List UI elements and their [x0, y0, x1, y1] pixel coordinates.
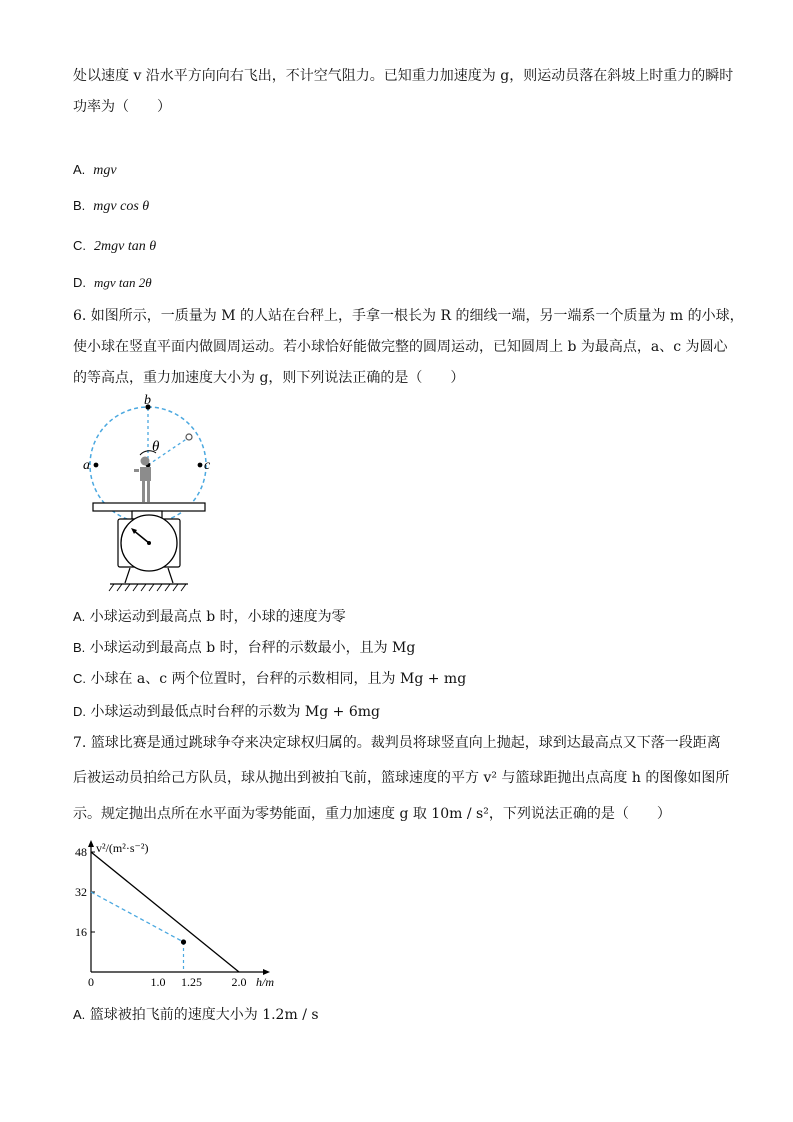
q6-option-d[interactable]: D. 小球运动到最低点时台秤的示数为 Mg + 6mg [73, 704, 380, 720]
q5-option-d[interactable]: D. mgv tan 2θ [73, 275, 152, 290]
y-tick-label-0: 16 [75, 925, 87, 939]
y-axis-label: v²/(m²·s⁻²) [96, 841, 149, 855]
x-tick-label-2: 1.25 [181, 975, 202, 989]
scale-circle-figure [70, 393, 230, 598]
point-c [198, 463, 203, 468]
q5-stem-line1: 处以速度 v 沿水平方向向右飞出，不计空气阻力。已知重力加速度为 g，则运动员落在斜坡上时重力的瞬时 [73, 68, 734, 84]
q5-option-a[interactable]: A. mgv [73, 162, 117, 178]
label-a: a [83, 458, 90, 473]
label-c: c [204, 458, 211, 473]
q7-stem-line1: 7. 篮球比赛是通过跳球争夺来决定球权归属的。裁判员将球竖直向上抛起，球到达最高点又下落一段距离 [73, 735, 721, 751]
q5-option-b[interactable]: B. mgv cos θ [73, 198, 150, 214]
q6-option-c[interactable]: C. 小球在 a、c 两个位置时，台秤的示数相同，且为 Mg + mg [73, 671, 467, 687]
y-tick-label-1: 32 [75, 885, 87, 899]
scale-dial-icon [118, 515, 180, 571]
q6-stem-line1: 6. 如图所示，一质量为 M 的人站在台秤上，手拿一根长为 R 的细线一端，另一端系一个质量为 m 的小球， [73, 308, 744, 324]
person-icon [134, 457, 151, 503]
x-axis-label: h/m [256, 975, 274, 989]
x-tick-label-1: 1.0 [150, 975, 166, 989]
q5-stem-line2: 功率为（ ） [73, 99, 171, 115]
q7-stem-line3: 示。规定抛出点所在水平面为零势能面，重力加速度 g 取 10m / s²，下列说法正确的是（ ） [73, 806, 671, 822]
series-line-solid [91, 852, 239, 972]
x-tick-label-3: 2.0 [231, 975, 247, 989]
q5-option-c[interactable]: C. 2mgv tan θ [73, 238, 157, 254]
y-tick-label-2: 48 [75, 845, 87, 859]
point-a [94, 463, 99, 468]
v2-h-chart [66, 836, 296, 996]
marked-point [181, 939, 186, 944]
label-theta: θ [152, 439, 160, 455]
q6-option-b[interactable]: B. 小球运动到最高点 b 时，台秤的示数最小，且为 Mg [73, 640, 416, 656]
q6-stem-line2: 使小球在竖直平面内做圆周运动。若小球恰好能做完整的圆周运动，已知圆周上 b 为最高点，a、c 为圆心 [73, 339, 728, 355]
x-tick-label-0: 0 [88, 975, 94, 989]
series-line-dashed [91, 892, 184, 942]
q7-option-a[interactable]: A. 篮球被拍飞前的速度大小为 1.2m / s [73, 1007, 319, 1023]
label-b: b [144, 393, 151, 408]
q7-stem-line2: 后被运动员拍给己方队员，球从抛出到被拍飞前，篮球速度的平方 v² 与篮球距抛出点高度 h 的图像如图所 [73, 770, 730, 786]
q6-stem-line3: 的等高点，重力加速度大小为 g，则下列说法正确的是（ ） [73, 370, 465, 386]
q6-option-a[interactable]: A. 小球运动到最高点 b 时，小球的速度为零 [73, 609, 346, 625]
